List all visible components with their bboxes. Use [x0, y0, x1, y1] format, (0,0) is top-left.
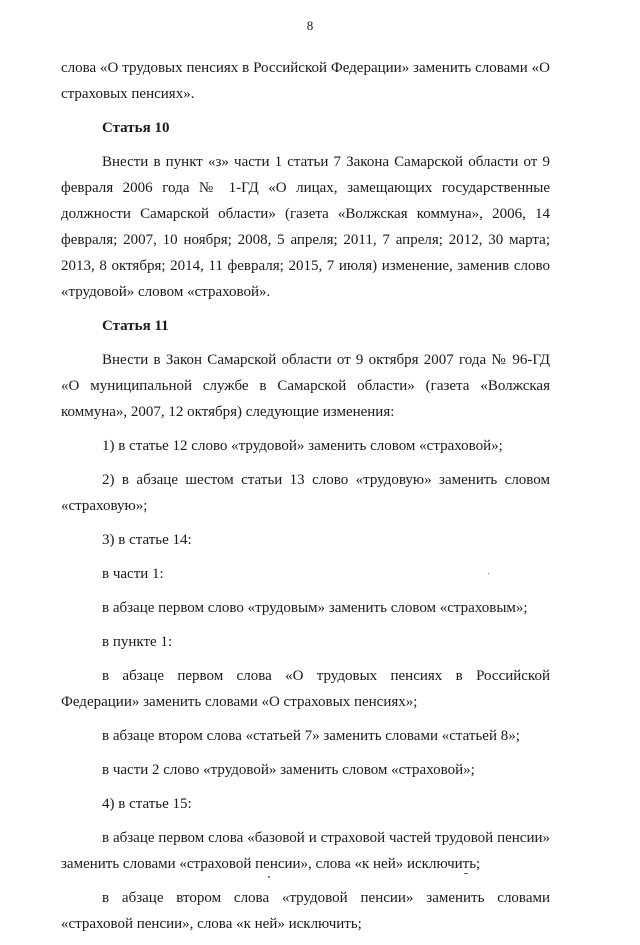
- page-number: 8: [306, 18, 314, 33]
- paragraph-continuation: слова «О трудовых пенсиях в Российской Федерации» заменить словами «О страховых пенсиях».: [61, 60, 550, 102]
- article-10-text: Внести в пункт «з» части 1 статьи 7 Закона Самарской области от 9 февраля 2006 года № 1-ГД «О лицах, замещающих государственные должности Самарской области» (газета «Волжская коммуна», 2006, 14 февраля; 2007, 10 ноября; 2008, 5 апреля; 2011, 7 апреля; 2012, 30 марта; 2013, 8 октября; 2014, 11 февраля; 2015, 7 июля) изменение, заменив слово «трудовой» словом «страховой».: [61, 154, 550, 300]
- sub-item-part-1: в части 1:: [102, 566, 164, 582]
- sub-item-15-second: в абзаце втором слова «трудовой пенсии» заменить словами «страховой пенсии», слова «к ней» исключить;: [61, 890, 550, 932]
- list-item-2: 2) в абзаце шестом статьи 13 слово «трудовую» заменить словом «страховую»;: [61, 472, 550, 514]
- article-heading-10: Статья 10: [102, 120, 170, 136]
- sub-item-paragraph-second: в абзаце втором слова «статьей 7» заменить словами «статьей 8»;: [102, 728, 520, 744]
- sub-item-paragraph-first-2: в абзаце первом слова «О трудовых пенсиях в Российской Федерации» заменить словами «О страховых пенсиях»;: [61, 668, 550, 710]
- sub-item-point-1: в пункте 1:: [102, 634, 173, 650]
- article-heading-11: Статья 11: [102, 318, 169, 334]
- list-item-3: 3) в статье 14:: [102, 532, 192, 548]
- scan-speck: [268, 876, 270, 878]
- scan-speck: [488, 573, 489, 574]
- scan-speck: [464, 873, 468, 874]
- document-body: [61, 55, 550, 945]
- sub-item-paragraph-first: в абзаце первом слово «трудовым» заменить словом «страховым»;: [102, 600, 528, 616]
- sub-item-15-first: в абзаце первом слова «базовой и страховой частей трудовой пенсии» заменить словами «страховой пенсии», слова «к ней» исключить;: [61, 830, 550, 872]
- list-item-1: 1) в статье 12 слово «трудовой» заменить словом «страховой»;: [102, 438, 503, 454]
- article-11-intro: Внести в Закон Самарской области от 9 октября 2007 года № 96-ГД «О муниципальной службе в Самарской области» (газета «Волжская коммуна», 2007, 12 октября) следующие изменения:: [61, 352, 550, 420]
- sub-item-part-2: в части 2 слово «трудовой» заменить словом «страховой»;: [102, 762, 475, 778]
- list-item-4: 4) в статье 15:: [102, 796, 192, 812]
